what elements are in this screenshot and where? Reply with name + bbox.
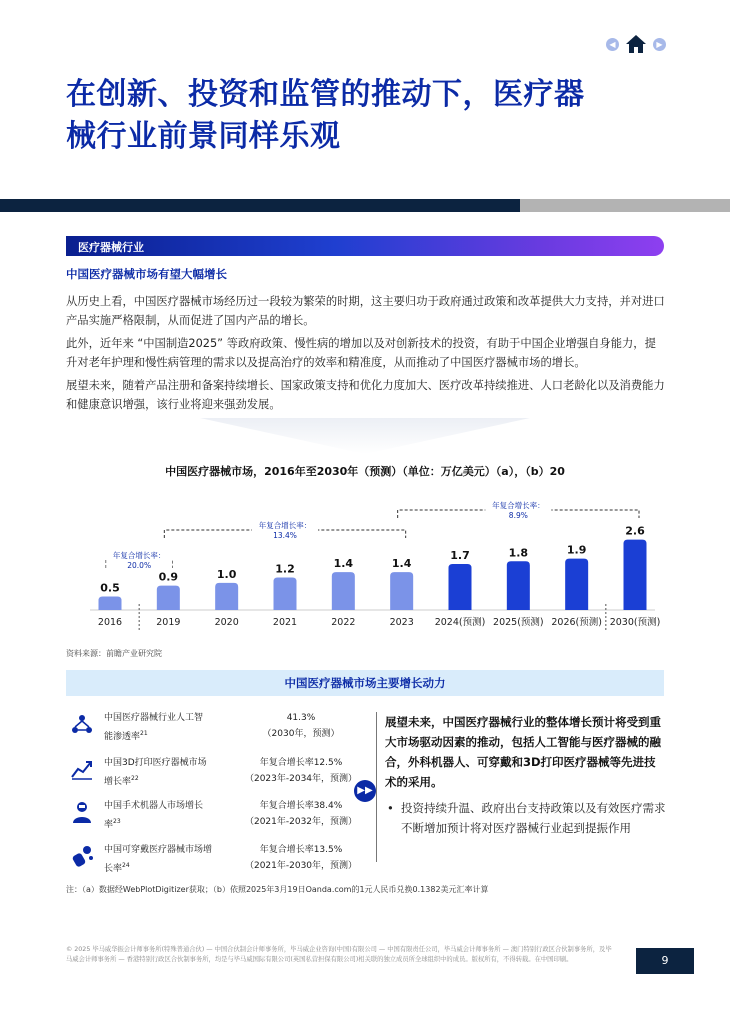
data-label: 1.2 bbox=[275, 562, 295, 576]
driver-name: 中国可穿戴医疗器械市场增 长率$^{24}$ bbox=[104, 845, 213, 874]
data-label: 0.9 bbox=[158, 570, 179, 584]
data-label: 1.7 bbox=[450, 548, 470, 562]
drivers-header bbox=[66, 670, 664, 696]
growth-chart-icon bbox=[70, 757, 94, 781]
driver-stat: 41.3% （2030年，预测） bbox=[262, 713, 340, 739]
data-label: 2.6 bbox=[625, 524, 645, 538]
x-tick-label: 2025(预测) bbox=[493, 617, 544, 628]
x-tick-label: 2021 bbox=[272, 617, 298, 628]
page-nav bbox=[606, 34, 666, 54]
bar-2026(预测) bbox=[565, 559, 588, 610]
section-header bbox=[66, 236, 664, 256]
driver-stat: 年复合增长率12.5% （2023年-2034年，预测） bbox=[244, 758, 358, 784]
home-icon[interactable] bbox=[625, 34, 647, 54]
subheading: 中国医疗器械市场有望大幅增长 bbox=[66, 267, 227, 281]
x-tick-label: 2026(预测) bbox=[551, 617, 602, 628]
data-label: 1.4 bbox=[333, 557, 354, 571]
divider-bar-grey bbox=[520, 199, 730, 212]
cagr-label: 年复合增长率： bbox=[492, 501, 545, 510]
bar-2030(预测) bbox=[624, 540, 647, 610]
x-tick-label: 2019 bbox=[156, 617, 181, 628]
x-tick-label: 2024(预测) bbox=[434, 617, 486, 628]
bar-2024(预测) bbox=[449, 564, 472, 610]
driver-row-3d-printing bbox=[66, 755, 366, 799]
driver-stat: 年复合增长率38.4% （2021年-2032年，预测） bbox=[244, 801, 358, 827]
paragraph-1: 从历史上看，中国医疗器械市场经历过一段较为繁荣的时期，这主要归功于政府通过政策和改革提供大力支持，并对进口产品实施严格限制，从而促进了国内产品的增长。 bbox=[66, 295, 665, 327]
page-title-line-2: 械行业前景同样乐观 bbox=[66, 119, 341, 154]
bar-2019 bbox=[157, 586, 180, 610]
vertical-divider bbox=[376, 712, 377, 862]
copyright-footer: © 2025 毕马威华振会计师事务所(特殊普通合伙) — 中国合伙制会计师事务所，毕马威企业咨询(中国)有限公司 — 中国有限责任公司，毕马威会计师事务所 — 澳门特别行政区合伙制事务所，及毕马威会计师事务所 — 香港特别行政区合伙制事务所，均是与毕马威国际有限公司(英国私营担保有限公司)相关联的独立成员所全球组织中的成员。版权所有，不得转载。在中国印刷。 bbox=[66, 946, 612, 963]
bar-2022 bbox=[332, 572, 355, 610]
x-tick-label: 2030(预测) bbox=[609, 617, 660, 628]
prev-page-icon[interactable]: ◀ bbox=[606, 38, 619, 51]
x-tick-label: 2020 bbox=[214, 617, 239, 628]
page-title-line-1: 在创新、投资和监管的推动下，医疗器 bbox=[66, 77, 585, 112]
data-label: 1.8 bbox=[508, 546, 529, 560]
cagr-value: 8.9% bbox=[508, 511, 528, 520]
bar-2025(预测) bbox=[507, 561, 530, 610]
ai-network-icon bbox=[70, 712, 94, 736]
outlook-summary: 展望未来，中国医疗器械行业的整体增长预计将受到重大市场驱动因素的推动，包括人工智能与医疗器械的融合，外科机器人、可穿戴和3D打印医疗器械等先进技术的采用。 bbox=[385, 715, 661, 789]
surgical-robot-icon bbox=[70, 800, 94, 824]
driver-row-surgical-robot bbox=[66, 798, 366, 842]
market-size-bar-chart bbox=[80, 490, 660, 640]
x-tick-label: 2022 bbox=[331, 617, 356, 628]
cagr-value: 20.0% bbox=[127, 561, 152, 570]
data-label: 1.4 bbox=[391, 557, 412, 571]
section-label: 医疗器械行业 bbox=[78, 241, 144, 254]
next-page-icon[interactable]: ▶ bbox=[653, 38, 666, 51]
page-title bbox=[66, 74, 666, 158]
bar-2016 bbox=[99, 596, 122, 610]
cagr-label: 年复合增长率： bbox=[258, 521, 312, 530]
divider-bar-dark bbox=[0, 199, 520, 212]
driver-row-wearable bbox=[66, 842, 366, 886]
x-tick-label: 2023 bbox=[389, 617, 414, 628]
fast-forward-icon: ▶▶ bbox=[354, 780, 376, 802]
wearable-device-icon bbox=[70, 844, 94, 868]
bar-2023 bbox=[390, 572, 413, 610]
driver-name: 中国医疗器械行业人工智 能渗透率$^{21}$ bbox=[104, 713, 204, 742]
driver-name: 中国3D打印医疗器械市场 增长率$^{22}$ bbox=[104, 758, 207, 787]
page-number: 9 bbox=[636, 948, 694, 974]
data-label: 1.0 bbox=[216, 567, 237, 581]
bar-2020 bbox=[215, 583, 238, 610]
data-label: 0.5 bbox=[100, 581, 120, 595]
source-note: 资料来源：前瞻产业研究院 bbox=[66, 649, 162, 658]
paragraph-2: 此外，近年来 “中国制造2025” 等政府政策、慢性病的增加以及对创新技术的投资，有助于中国企业增强自身能力，提升对老年护理和慢性病管理的需求以及提高治疗的效率和精准度，从而推动了中国医疗器械市场的增长。 bbox=[66, 337, 656, 369]
footnote: 注：（a）数据经WebPlotDigitizer获取；（b）依照2025年3月19日Oanda.com的1元人民币兑换0.1382美元汇率计算 bbox=[66, 885, 489, 894]
driver-name: 中国手术机器人市场增长 率$^{23}$ bbox=[104, 801, 204, 830]
cagr-label: 年复合增长率： bbox=[112, 551, 166, 560]
bar-2021 bbox=[274, 578, 297, 610]
driver-row-ai bbox=[66, 710, 366, 754]
chart-title: 中国医疗器械市场，2016年至2030年（预测）（单位：万亿美元）（a），（b）20 bbox=[165, 465, 565, 478]
outlook-bullet: • 投资持续升温、政府出台支持政策以及有效医疗需求不断增加预计将对医疗器械行业起到提振作用 bbox=[385, 798, 667, 838]
driver-stat: 年复合增长率13.5% （2021年-2030年，预测） bbox=[244, 845, 358, 871]
data-label: 1.9 bbox=[566, 543, 587, 557]
drivers-title: 中国医疗器械市场主要增长动力 bbox=[284, 676, 446, 690]
cagr-value: 13.4% bbox=[273, 531, 297, 540]
paragraph-3: 展望未来，随着产品注册和备案持续增长、国家政策支持和优化力度加大、医疗改革持续推进、人口老龄化以及消费能力和健康意识增强，该行业将迎来强劲发展。 bbox=[66, 379, 665, 411]
x-tick-label: 2016 bbox=[97, 617, 123, 628]
decorative-fade bbox=[200, 418, 530, 454]
